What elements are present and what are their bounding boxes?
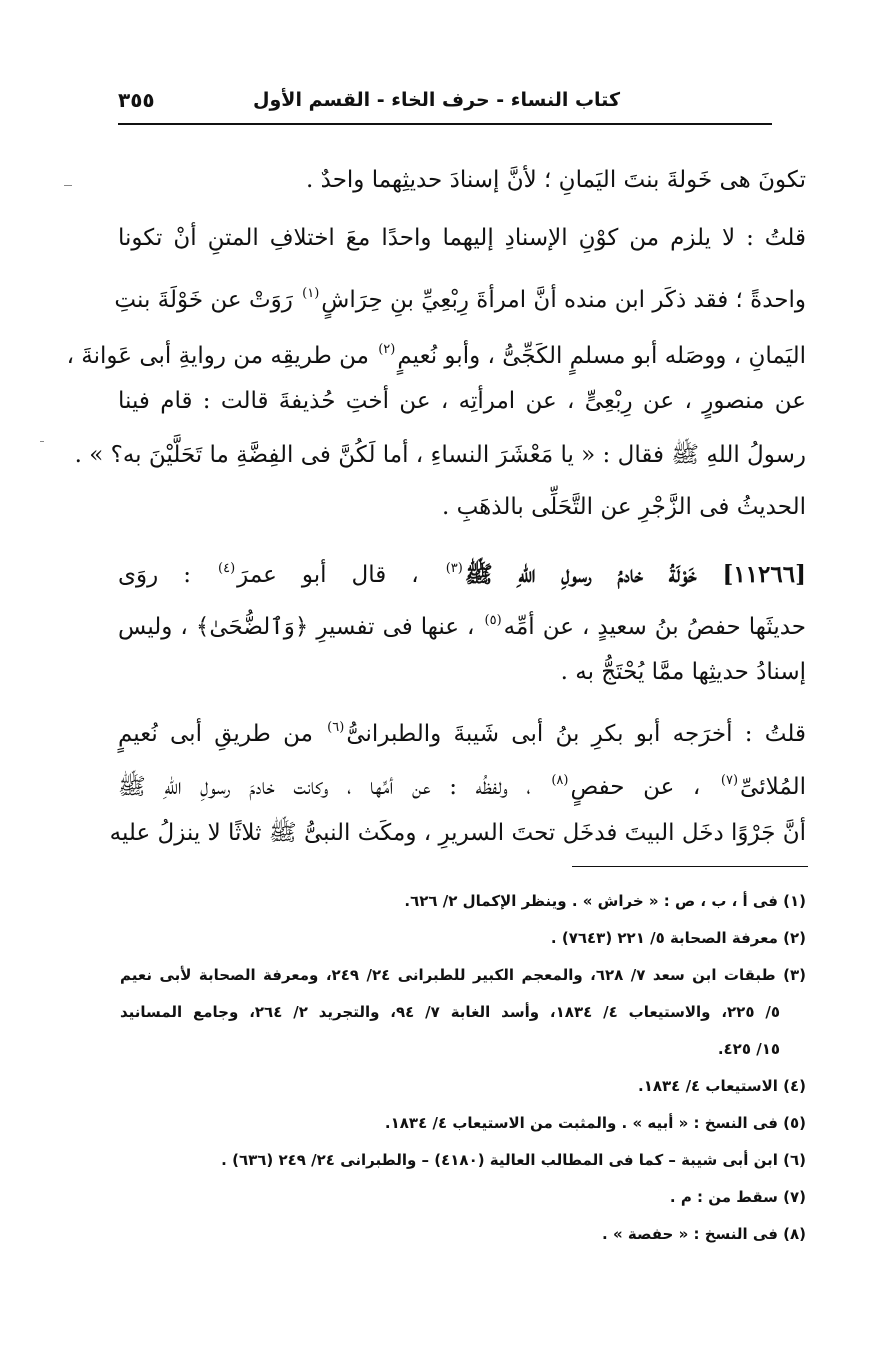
page-number: ٣٥٥ (118, 88, 155, 112)
footnote: (٧) سقط من : م . (669, 1188, 806, 1206)
footnote: (١) فى أ ، ب ، ص : « خراش » . وينظر الإكمال ٢/ ٦٢٦. (404, 892, 806, 910)
footnote: (٣) طبقات ابن سعد ٧/ ٦٢٨، والمعجم الكبير للطبرانى ٢٤/ ٢٤٩، ومعرفة الصحابة لأبى نعيم (120, 966, 806, 984)
footnote-ref: (٧) (720, 773, 739, 788)
body-line: تكونَ هى خَولةَ بنتَ اليَمانِ ؛ لأنَّ إسنادَ حديثِهما واحدٌ . (306, 167, 806, 193)
text-run: من طريقِه من روايةِ أبى عَوانةَ ، (66, 343, 369, 369)
text-run: من طريقِ أبى نُعيمٍ (118, 721, 313, 747)
footnote: (٥) فى النسخ : « أبيه » . والمثبت من الاستيعاب ٤/ ١٨٣٤. (384, 1114, 806, 1132)
footnote-separator (572, 866, 808, 867)
text-run: رَوَتْ عن خَوْلَةَ بنتِ (114, 287, 293, 313)
running-header-title: كتاب النساء - حرف الخاء - القسم الأول (253, 89, 620, 111)
footnote: (٤) الاستيعاب ٤/ ١٨٣٤. (638, 1077, 806, 1095)
body-line: الحديثُ فى الزَّجْرِ عن التَّحَلِّى بالذهَبِ . (441, 494, 806, 520)
footnote-ref: (٦) (327, 720, 345, 735)
text-run: : روَى (118, 562, 191, 588)
margin-mark (64, 185, 72, 186)
text-run: حديثَها حفصُ بنُ سعيدٍ ، عن أمِّه (503, 614, 807, 640)
body-line (118, 597, 806, 645)
body-line: عن منصورٍ ، عن رِبْعِىٍّ ، عن امرأتِه ، عن أختِ حُذيفةَ قالت : قام فينا (118, 388, 806, 414)
footnote-ref: (١) (302, 286, 320, 301)
footnote: (٦) ابن أبى شيبة – كما فى المطالب العالية (٤١٨٠) – والطبرانى ٢٤/ ٢٤٩ (٦٣٦) . (221, 1151, 806, 1169)
body-line: قلتُ : لا يلزم من كوْنِ الإسنادِ إليهما واحدًا معَ اختلافِ المتنِ أنْ تكونا (118, 225, 806, 251)
body-line: أنَّ جَرْوًا دخَل البيتَ فدخَل تحتَ السريرِ ، ومكَث النبىُّ ﷺ ثلاثًا لا ينزلُ عليه (109, 820, 806, 846)
footnote-ref: (٣) (445, 561, 463, 576)
footnote-ref: (٤) (218, 561, 236, 576)
footnote-ref: (٨) (551, 773, 569, 788)
text-run: ، عن حفصٍ (570, 774, 701, 800)
footnote-continuation: ١٥/ ٤٢٥. (717, 1040, 780, 1058)
text-run: ، قال أبو عمرَ (237, 562, 419, 588)
header-rule (118, 123, 772, 125)
text-run: واحدةً ؛ فقد ذكَر ابن منده أنَّ امرأةَ رِبْعِيِّ بنِ حِرَاشٍ (321, 287, 806, 313)
text-run: المُلائىِّ (740, 774, 807, 800)
footnote-continuation: ٥/ ٢٢٥، والاستيعاب ٤/ ١٨٣٤، وأسد الغابة ٧/ ٩٤، والتجريد ٢/ ٢٦٤، وجامع المسانيد (120, 1003, 781, 1021)
footnote: (٢) معرفة الصحابة ٥/ ٢٢١ (٧٦٤٣) . (550, 929, 806, 947)
body-line (118, 757, 806, 805)
body-line: إسنادُ حديثِها ممَّا يُحْتَجُّ به . (560, 659, 806, 685)
text-run: ، عنها فى تفسيرِ ﴿وَٱلضُّحَىٰ﴾ ، وليس (118, 614, 475, 640)
body-line (114, 270, 806, 318)
footnote-ref: (٥) (484, 613, 502, 628)
body-line: رسولُ اللهِ ﷺ فقال : « يا مَعْشَرَ النساءِ ، أما لَكُنَّ فى الفِضَّةِ ما تَحَلَّيْنَ به؟ » . (74, 442, 806, 468)
body-line (118, 704, 806, 752)
footnote: (٨) فى النسخ : « حفصة » . (602, 1225, 806, 1243)
text-run: اليَمانِ ، ووصَله أبو مسلمٍ الكَجِّىُّ ، وأبو نُعيمٍ (397, 343, 806, 369)
entry-heading: [١١٢٦٦] خَوْلَةُ خادمُ رسولِ اللهِ ﷺ (464, 561, 806, 588)
body-line (66, 326, 806, 374)
margin-mark (40, 441, 44, 442)
text-run: قلتُ : أخرَجه أبو بكرِ بنُ أبى شَيبةَ والطبرانىُّ (346, 721, 806, 747)
footnote-ref: (٢) (378, 342, 396, 357)
entry-heading-line (118, 545, 806, 593)
text-run: ، ولفظُه : عن أمِّها ، وكانت خادمَ رسولِ اللهِ ﷺ (118, 774, 531, 800)
